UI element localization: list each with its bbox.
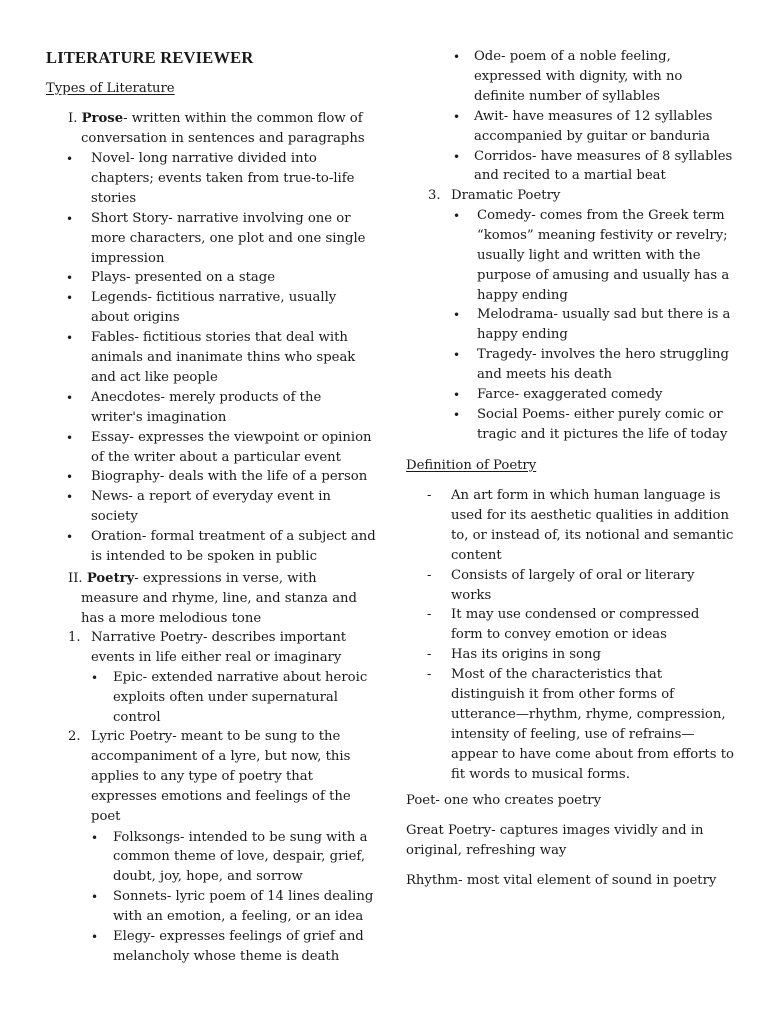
prose-item: more characters, one plot and one single xyxy=(91,230,366,246)
dramatic-item: tragic and it pictures the life of today xyxy=(477,426,728,442)
poetry-label: Poetry xyxy=(86,571,135,586)
dramatic-item: “komos” meaning festivity or revelry; xyxy=(477,227,728,243)
narrative-poetry-text: Narrative Poetry- describes important xyxy=(91,630,347,645)
definition-item: form to convey emotion or ideas xyxy=(451,627,667,643)
bullet-marker: • xyxy=(91,670,99,685)
prose-item: Plays- presented on a stage xyxy=(91,270,276,286)
bullet-marker: • xyxy=(66,490,74,505)
bullet-marker: • xyxy=(453,149,461,164)
poetry-definition-line: has a more melodious tone xyxy=(81,611,262,626)
definition-item: content xyxy=(451,547,502,563)
lyric-item: definite number of syllables xyxy=(474,88,661,104)
lyric-poetry-text: applies to any type of poetry that xyxy=(91,768,313,784)
bullet-marker: • xyxy=(66,530,74,545)
poetry-definition: - expressions in verse, with xyxy=(134,571,317,586)
lyric-item: with an emotion, a feeling, or an idea xyxy=(113,909,364,925)
definition-item: Most of the characteristics that xyxy=(451,667,663,683)
dash-marker: - xyxy=(427,567,432,583)
prose-item: Short Story- narrative involving one or xyxy=(91,210,351,226)
lyric-item: Ode- poem of a noble feeling, xyxy=(474,49,671,64)
prose-heading xyxy=(68,109,363,129)
lyric-item: melancholy whose theme is death xyxy=(113,948,340,964)
dramatic-item: and meets his death xyxy=(477,367,612,383)
list-number: 2. xyxy=(68,729,81,744)
lyric-item: Awit- have measures of 12 syllables xyxy=(474,108,713,124)
dramatic-item: usually light and written with the xyxy=(477,247,701,263)
bullet-marker: • xyxy=(66,470,74,485)
dramatic-item: happy ending xyxy=(477,287,568,303)
term-definition: Great Poetry- captures images vividly and in xyxy=(406,823,704,838)
prose-item: of the writer about a particular event xyxy=(91,449,341,465)
lyric-item: and recited to a martial beat xyxy=(474,168,666,184)
dramatic-poetry-label: Dramatic Poetry xyxy=(451,188,561,203)
page-title: LITERATURE REVIEWER xyxy=(46,48,254,67)
definition-item: An art form in which human language is xyxy=(451,488,721,503)
bullet-marker: • xyxy=(453,50,461,64)
prose-item: impression xyxy=(91,250,165,266)
bullet-marker: • xyxy=(91,930,99,944)
prose-item: animals and inanimate thins who speak xyxy=(91,350,356,365)
lyric-item: common theme of love, despair, grief, xyxy=(113,849,366,865)
definition-item: intensity of feeling, use of refrains— xyxy=(451,726,695,742)
lyric-item: Folksongs- intended to be sung with a xyxy=(113,829,368,845)
lyric-poetry-text: expresses emotions and feelings of the xyxy=(91,788,351,804)
lyric-poetry-text: Lyric Poetry- meant to be sung to the xyxy=(91,729,341,744)
term-definition: Rhythm- most vital element of sound in poetry xyxy=(406,873,717,888)
bullet-marker: • xyxy=(66,211,74,226)
bullet-marker: • xyxy=(453,348,461,363)
bullet-marker: • xyxy=(66,271,74,286)
dash-marker: - xyxy=(427,647,432,663)
bullet-marker: • xyxy=(91,830,99,845)
prose-item: Essay- expresses the viewpoint or opinion xyxy=(91,429,372,445)
dramatic-item: Comedy- comes from the Greek term xyxy=(477,207,725,223)
section-heading-definition: Definition of Poetry xyxy=(406,458,537,473)
bullet-marker: • xyxy=(453,208,461,223)
list-number: 3. xyxy=(428,188,441,203)
prose-item: Anecdotes- merely products of the xyxy=(91,389,322,405)
prose-item: Biography- deals with the life of a person xyxy=(91,469,368,485)
lyric-item: Sonnets- lyric poem of 14 lines dealing xyxy=(113,889,374,905)
bullet-marker: • xyxy=(453,407,461,422)
bullet-marker: • xyxy=(66,430,74,445)
bullet-marker: • xyxy=(66,331,74,346)
lyric-item: Elegy- expresses feelings of grief and xyxy=(113,929,364,944)
poetry-definition-line: measure and rhyme, line, and stanza and xyxy=(81,591,357,606)
narrative-item: Epic- extended narrative about heroic xyxy=(113,669,368,685)
dramatic-item: Melodrama- usually sad but there is a xyxy=(477,307,731,323)
prose-label: Prose xyxy=(81,111,124,126)
definition-item: works xyxy=(451,587,492,603)
term-definition: original, refreshing way xyxy=(406,842,567,858)
bullet-marker: • xyxy=(66,291,74,306)
lyric-poetry-text: accompaniment of a lyre, but now, this xyxy=(91,748,351,764)
lyric-poetry-text: poet xyxy=(91,808,121,824)
definition-item: fit words to musical forms. xyxy=(451,766,630,782)
prose-item: about origins xyxy=(91,310,180,326)
definition-item: used for its aesthetic qualities in addition xyxy=(451,507,729,523)
bullet-marker: • xyxy=(66,152,74,166)
definition-item: Has its origins in song xyxy=(451,647,601,663)
dramatic-item: happy ending xyxy=(477,327,568,343)
definition-item: to, or instead of, its notional and semantic xyxy=(451,527,734,543)
definition-item: Consists of largely of oral or literary xyxy=(451,567,695,583)
prose-numeral: I. xyxy=(68,111,78,126)
prose-item: Oration- formal treatment of a subject and xyxy=(91,529,376,545)
prose-definition-line: conversation in sentences and paragraphs xyxy=(81,131,365,146)
lyric-item: expressed with dignity, with no xyxy=(474,68,683,84)
lyric-item: doubt, joy, hope, and sorrow xyxy=(113,869,303,885)
dash-marker: - xyxy=(427,607,432,623)
definition-item: distinguish it from other forms of xyxy=(451,687,675,702)
dramatic-item: Farce- exaggerated comedy xyxy=(477,387,663,402)
bullet-marker: • xyxy=(91,890,99,905)
dramatic-item: Tragedy- involves the hero struggling xyxy=(477,347,729,363)
prose-definition: - written within the common flow of xyxy=(123,111,363,126)
list-number: 1. xyxy=(68,630,81,645)
narrative-poetry-text: events in life either real or imaginary xyxy=(91,649,342,665)
dash-marker: - xyxy=(427,667,432,683)
prose-item: Novel- long narrative divided into xyxy=(91,151,317,166)
poetry-heading xyxy=(68,569,317,589)
section-heading-types: Types of Literature xyxy=(46,81,175,96)
definition-item: It may use condensed or compressed xyxy=(451,607,700,623)
bullet-marker: • xyxy=(453,388,461,402)
lyric-item: Corridos- have measures of 8 syllables xyxy=(474,148,733,164)
definition-item: appear to have come about from efforts to xyxy=(451,746,734,762)
prose-item: chapters; events taken from true-to-life xyxy=(91,170,355,186)
bullet-marker: • xyxy=(453,109,461,124)
prose-item: Fables- fictitious stories that deal with xyxy=(91,330,348,346)
dramatic-item: Social Poems- either purely comic or xyxy=(477,406,723,422)
bullet-marker: • xyxy=(453,308,461,323)
dramatic-item: purpose of amusing and usually has a xyxy=(477,267,730,283)
prose-item: News- a report of everyday event in xyxy=(91,489,331,505)
poetry-numeral: II. xyxy=(68,571,83,586)
narrative-item: control xyxy=(113,709,161,725)
lyric-item: accompanied by guitar or banduria xyxy=(474,128,710,144)
prose-item: writer's imagination xyxy=(91,409,227,425)
prose-item: is intended to be spoken in public xyxy=(91,549,317,564)
term-definition: Poet- one who creates poetry xyxy=(406,793,602,808)
bullet-marker: • xyxy=(66,390,74,405)
prose-item: and act like people xyxy=(91,369,218,385)
definition-item: utterance—rhythm, rhyme, compression, xyxy=(451,706,726,722)
prose-item: society xyxy=(91,509,138,525)
narrative-item: exploits often under supernatural xyxy=(113,689,338,705)
dash-marker: - xyxy=(427,488,432,503)
prose-item: stories xyxy=(91,190,137,206)
prose-item: Legends- fictitious narrative, usually xyxy=(91,290,337,306)
